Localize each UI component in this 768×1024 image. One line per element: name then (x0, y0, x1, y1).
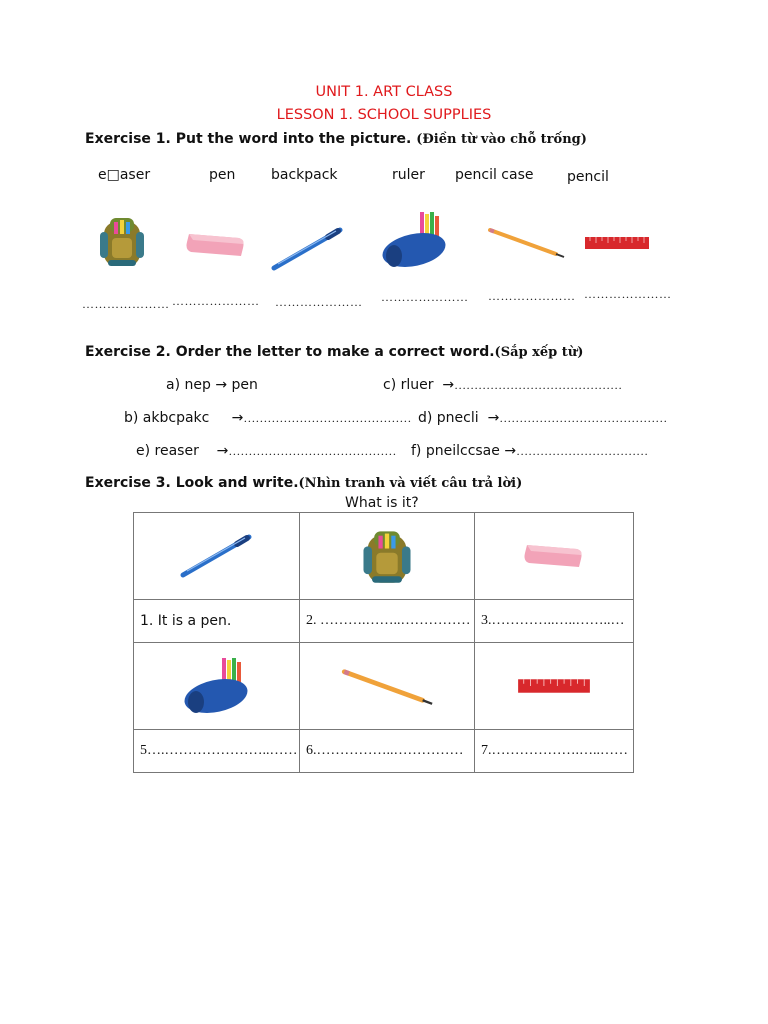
order-answer-e[interactable]: …………………………………… (228, 444, 397, 458)
pen-icon (179, 533, 255, 579)
exercise2-instruction-vi: (Sắp xếp từ) (494, 345, 584, 360)
table-row (134, 600, 634, 643)
order-answer-b[interactable]: …………………………………… (243, 411, 412, 425)
order-item-b: b) akbcpakc →…………………………………… (124, 410, 412, 426)
order-answer-c[interactable]: …………………………………… (454, 378, 623, 392)
answer-5[interactable]: 5….…………………..…… (134, 730, 300, 773)
exercise1-instruction: Exercise 1. Put the word into the picture. (85, 131, 412, 147)
answer-6[interactable]: 6.……………..…………… (300, 730, 475, 773)
blank-1[interactable]: ………………… (82, 297, 170, 311)
cell-pen (134, 513, 300, 600)
word-eraser: e□aser (98, 167, 151, 183)
table-row (134, 643, 634, 730)
order-answer-f[interactable]: …………………………… (516, 444, 649, 458)
blank-2[interactable]: ………………… (172, 294, 260, 308)
blank-6[interactable]: ………………… (584, 287, 672, 301)
blank-4[interactable]: ………………… (381, 290, 469, 304)
blank-3[interactable]: ………………… (275, 295, 363, 309)
backpack-icon (359, 525, 415, 587)
pencil-icon (486, 226, 566, 258)
word-pencil: pencil (567, 169, 609, 185)
pencil-case-icon (380, 210, 450, 270)
blank-5[interactable]: ………………… (488, 289, 576, 303)
answer-7[interactable]: 7.……………….…..…… (475, 730, 634, 773)
table-row (134, 513, 634, 600)
exercise3-question: What is it? (345, 495, 419, 511)
ruler-icon (517, 677, 591, 695)
eraser-icon (521, 539, 587, 573)
table-row (134, 730, 634, 773)
cell-ruler (475, 643, 634, 730)
order-item-c: c) rluer →…………………………………… (383, 377, 623, 393)
word-ruler: ruler (392, 167, 425, 183)
cell-backpack (300, 513, 475, 600)
order-item-e: e) reaser →…………………………………… (136, 443, 397, 459)
pencil-icon (335, 667, 439, 705)
exercise1-heading (85, 131, 587, 147)
exercise3-instruction-vi: (Nhìn tranh và viết câu trả lời) (298, 476, 523, 491)
look-and-write-table (133, 512, 634, 773)
cell-pencil-case (134, 643, 300, 730)
backpack-icon (96, 212, 148, 270)
ruler-icon (584, 235, 650, 251)
order-answer-a[interactable]: pen (231, 377, 258, 393)
order-item-d: d) pnecli →…………………………………… (418, 410, 668, 426)
answer-3[interactable]: 3.…………..…..……..… (475, 600, 634, 643)
word-pen: pen (209, 167, 236, 183)
pen-icon (270, 226, 346, 272)
exercise3-heading (85, 475, 522, 491)
cell-pencil (300, 643, 475, 730)
lesson-title: LESSON 1. SCHOOL SUPPLIES (276, 107, 492, 123)
word-backpack: backpack (271, 167, 338, 183)
order-item-a: a) nep → pen (166, 377, 258, 393)
exercise2-instruction: Exercise 2. Order the letter to make a correct word. (85, 344, 495, 360)
order-item-f: f) pneilccsae →…………………………… (411, 443, 649, 459)
exercise3-instruction: Exercise 3. Look and write. (85, 475, 299, 491)
unit-title: UNIT 1. ART CLASS (315, 84, 453, 100)
eraser-icon (183, 228, 249, 262)
order-answer-d[interactable]: …………………………………… (499, 411, 668, 425)
answer-1: 1. It is a pen. (134, 600, 300, 643)
cell-eraser (475, 513, 634, 600)
pencil-case-icon (182, 656, 252, 716)
exercise1-instruction-vi: (Điền từ vào chỗ trống) (416, 132, 587, 147)
answer-2[interactable]: 2. ……….……..…………… (300, 600, 475, 643)
exercise2-heading (85, 344, 583, 360)
word-pencil-case: pencil case (455, 167, 534, 183)
